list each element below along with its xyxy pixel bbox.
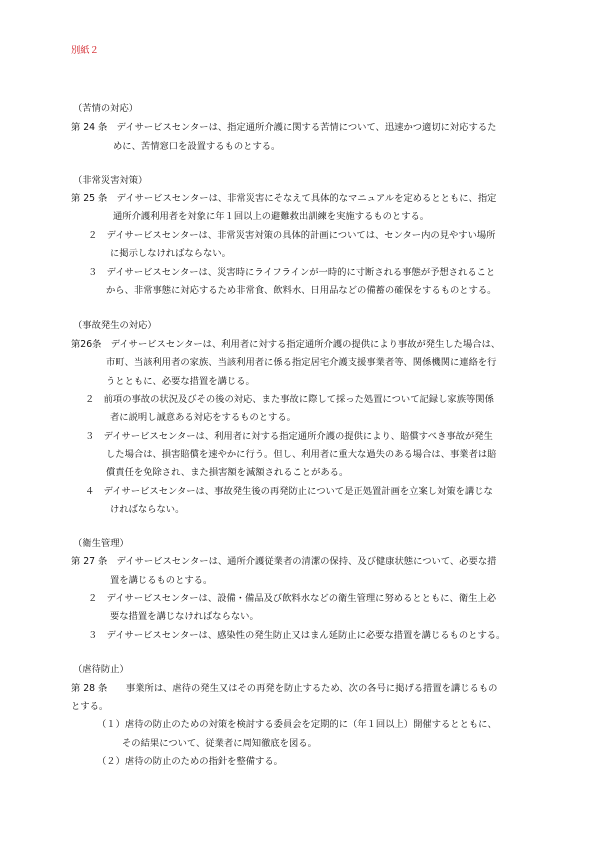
article-line: 第 25 条 デイサービスセンターは、非常災害にそなえて具体的なマニュアルを定めるとともに、指定 [71,193,497,204]
article-line: ３ デイサービスセンターは、感染性の発生防止又はまん延防止に必要な措置を講じるものとする。 [88,630,506,641]
article-line: 置を講じるものとする。 [110,575,213,586]
article-line: 償責任を免除され、また損害額を減額されることがある。 [106,467,349,478]
article-line: ４ デイサービスセンターは、事故発生後の再発防止について是正処置計画を立案し対策を講じな [85,486,493,497]
attachment-label: 別紙２ [71,45,99,56]
article-line: 第26条 デイサービスセンターは、利用者に対する指定通所介護の提供により事故が発生した場合は、 [71,339,501,350]
article-line: 市町、当該利用者の家族、当該利用者に係る指定居宅介護支援事業者等、関係機関に連絡を行 [106,357,497,368]
article-line: うとともに、必要な措置を講じる。 [106,376,255,387]
article-line: 第 28 条 事業所は、虐待の発生又はその再発を防止するため、次の各号に掲げる措置を講じるもの [71,683,498,694]
article-line: から、非常事態に対応するため非常食、飲料水、日用品などの備蓄の確保をするものとする。 [106,285,497,296]
article-line: に掲示しなければならない。 [110,248,231,259]
article-line: ３ デイサービスセンターは、災害時にライフラインが一時的に寸断される事態が予想されること [88,267,496,278]
article-line: とする。 [71,701,109,712]
section-heading-abuse-prevention: （虐待防止） [73,664,129,675]
article-line: ２ 前項の事故の状況及びその後の対応、また事故に際して採った処置について記録し家族等関係 [85,394,494,405]
article-line: ２ デイサービスセンターは、設備・備品及び飲料水などの衛生管理に努めるとともに、衛生上必 [88,593,497,604]
article-line: ければならない。 [110,504,185,515]
article-line: 者に説明し誠意ある対応をするものとする。 [110,412,296,423]
article-line: その結果について、従業者に周知徹底を図る。 [122,738,317,749]
article-line: 通所介護利用者を対象に年１回以上の避難救出訓練を実施するものとする。 [113,211,430,222]
article-line: ３ デイサービスセンターは、利用者に対する指定通所介護の提供により、賠償すべき事故が発生 [85,431,493,442]
article-line: した場合は、損害賠償を速やかに行う。但し、利用者に重大な過失のある場合は、事業者は賠 [106,449,497,460]
article-line: めに、苦情窓口を設置するものとする。 [113,141,281,152]
article-line: （１）虐待の防止のための対策を検討する委員会を定期的に（年１回以上）開催するとともに、 [97,719,497,730]
article-line: 第 27 条 デイサービスセンターは、通所介護従業者の清潔の保持、及び健康状態について、必要な措 [71,556,497,567]
article-line: ２ デイサービスセンターは、非常災害対策の具体的計画については、センター内の見やすい場所 [88,230,496,241]
section-heading-hygiene: （衛生管理） [73,538,129,549]
section-heading-complaints: （苦情の対応） [73,103,139,114]
article-line: 要な措置を講じなければならない。 [110,611,259,622]
section-heading-disaster: （非常災害対策） [73,175,148,186]
article-line: （２）虐待の防止のための指針を整備する。 [97,756,283,767]
section-heading-accident: （事故発生の対応） [73,320,157,331]
article-line: 第 24 条 デイサービスセンターは、指定通所介護に関する苦情について、迅速かつ適切に対応するた [71,122,497,133]
